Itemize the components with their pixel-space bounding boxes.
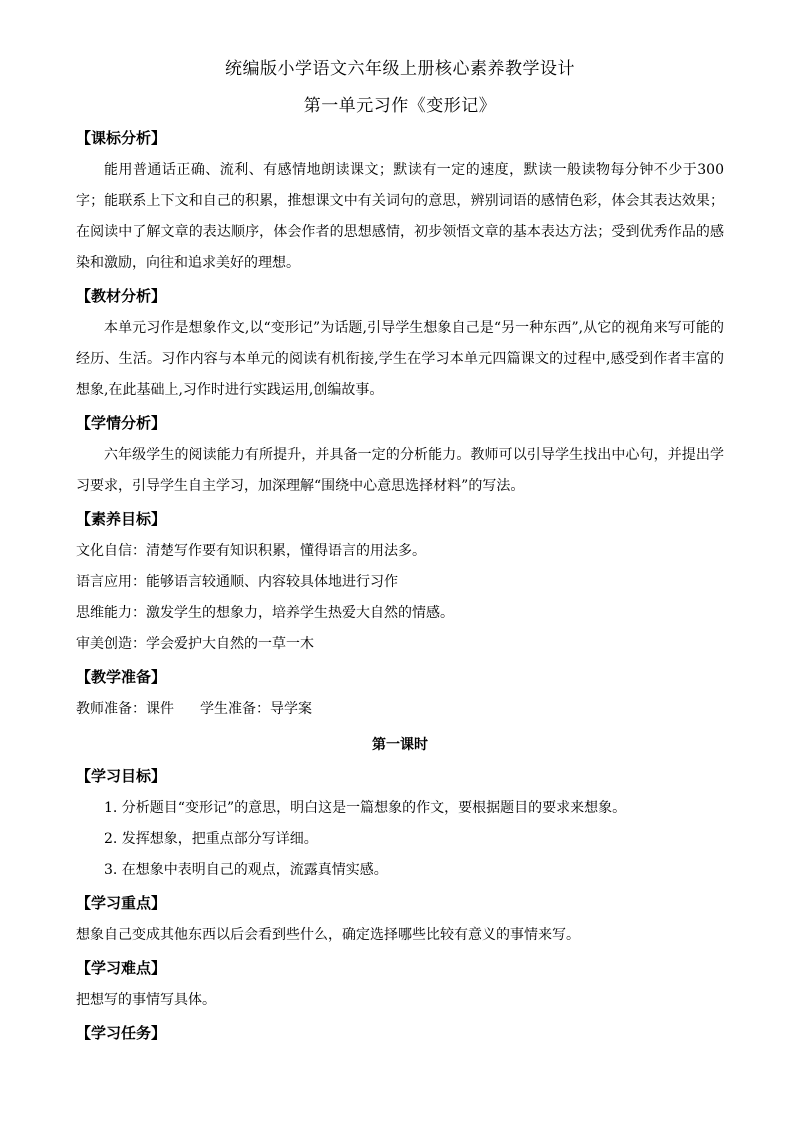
objective-item-1: 1. 分析题目“变形记”的意思，明白这是一篇想象的作文，要根据题目的要求来想象。 — [104, 800, 627, 816]
teacher-preparation: 教师准备：课件 — [76, 701, 174, 717]
goal-aesthetics: 审美创造：学会爱护大自然的一草一木 — [76, 636, 314, 652]
goal-language: 语言应用：能够语言较通顺、内容较具体地进行习作 — [76, 574, 398, 590]
learners-heading: 【学情分析】 — [76, 414, 167, 432]
key-points-text: 想象自己变成其他东西以后会看到些什么，确定选择哪些比较有意义的事情来写。 — [76, 927, 580, 943]
document-title: 统编版小学语文六年级上册核心素养教学设计 — [225, 59, 575, 79]
curriculum-heading: 【课标分析】 — [76, 129, 167, 147]
document-subtitle: 第一单元习作《变形记》 — [303, 96, 497, 116]
key-points-heading: 【学习重点】 — [76, 894, 167, 912]
objectives-heading: 【学习目标】 — [76, 767, 167, 785]
textbook-text: 本单元习作是想象作文,以“变形记”为话题,引导学生想象自己是“另一种东西”,从它的视角来写可能的经历、生活。习作内容与本单元的阅读有机衔接,学生在学习本单元四篇课文的过程中,感受到作者丰富的想象,在此基础上,习作时进行实践运用,创编故事。 — [76, 320, 724, 398]
student-preparation: 学生准备：导学案 — [200, 701, 312, 717]
lesson-title: 第一课时 — [372, 737, 428, 753]
goal-thinking: 思维能力：激发学生的想象力，培养学生热爱大自然的情感。 — [76, 605, 454, 621]
difficulty-text: 把想写的事情写具体。 — [76, 992, 216, 1008]
objective-item-2: 2. 发挥想象，把重点部分写详细。 — [104, 831, 318, 847]
document-page — [76, 58, 724, 1044]
difficulty-heading: 【学习难点】 — [76, 959, 167, 977]
goals-heading: 【素养目标】 — [76, 510, 167, 528]
preparation-heading: 【教学准备】 — [76, 668, 167, 686]
curriculum-text: 能用普通话正确、流利、有感情地朗读课文；默读有一定的速度，默读一般读物每分钟不少于300字；能联系上下文和自己的积累，推想课文中有关词句的意思，辨别词语的感情色彩，体会其表达效果；在阅读中了解文章的表达顺序，体会作者的思想感情，初步领悟文章的基本表达方法；受到优秀作品的感染和激励，向往和追求美好的理想。 — [76, 162, 724, 271]
goal-culture: 文化自信：清楚写作要有知识积累，懂得语言的用法多。 — [76, 543, 426, 559]
preparation-line — [76, 694, 724, 725]
objective-item-3: 3. 在想象中表明自己的观点，流露真情实感。 — [104, 862, 388, 878]
tasks-heading: 【学习任务】 — [76, 1024, 167, 1042]
textbook-heading: 【教材分析】 — [76, 287, 167, 305]
learners-text: 六年级学生的阅读能力有所提升，并具备一定的分析能力。教师可以引导学生找出中心句，并提出学习要求，引导学生自主学习，加深理解“围绕中心意思选择材料”的写法。 — [76, 447, 724, 494]
